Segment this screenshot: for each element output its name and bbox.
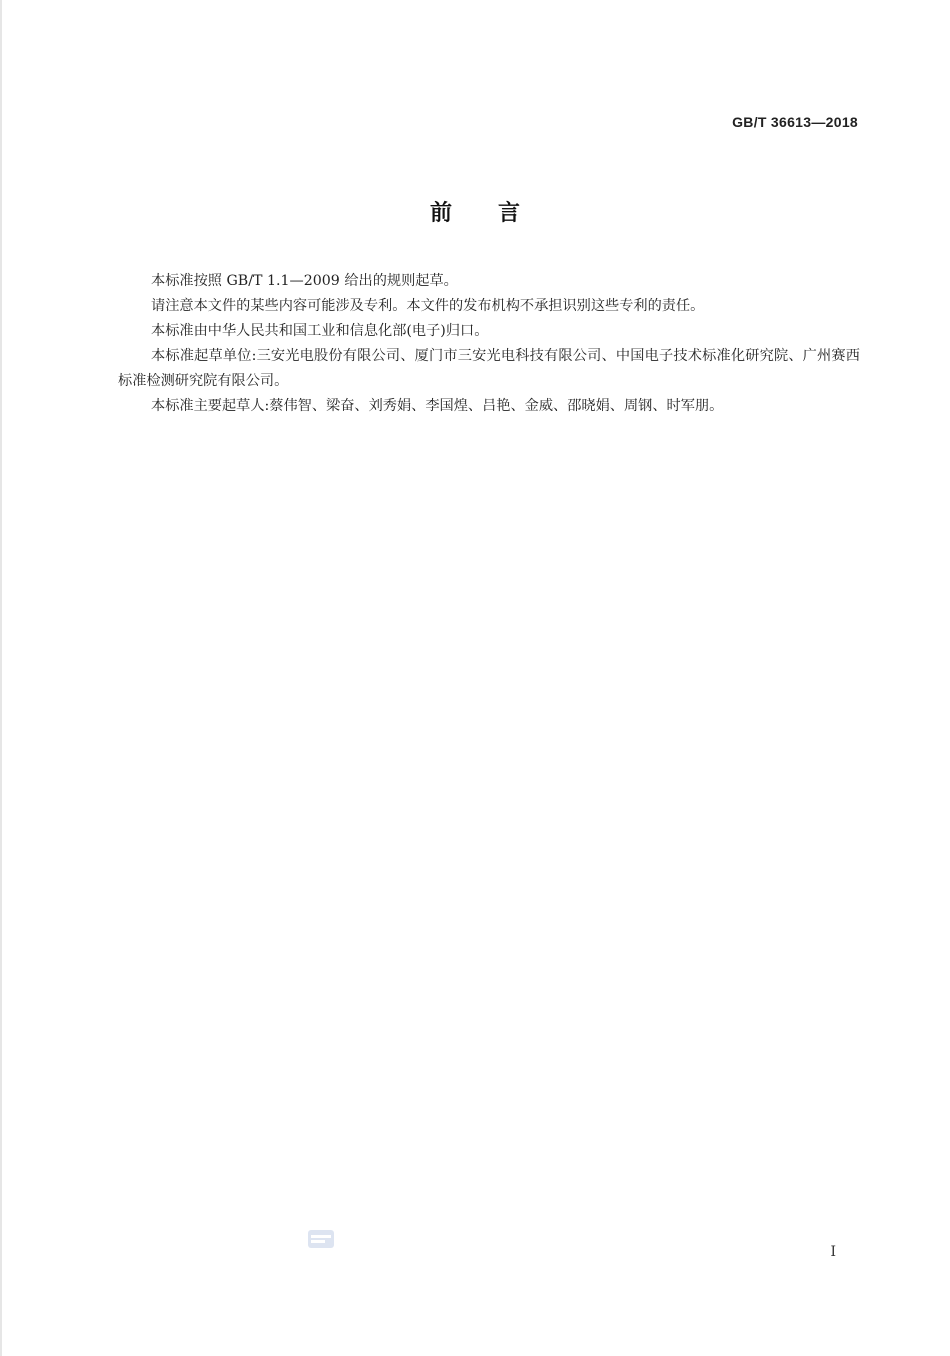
paragraph-patent-notice: 请注意本文件的某些内容可能涉及专利。本文件的发布机构不承担识别这些专利的责任。 — [151, 298, 705, 314]
page-number: I — [830, 1244, 836, 1260]
publisher-logo-icon — [307, 1228, 335, 1250]
paragraph-drafters: 本标准主要起草人:蔡伟智、梁奋、刘秀娟、李国煌、吕艳、金威、邵晓娟、周钢、时军朋。 — [151, 398, 724, 414]
paragraph-drafting-units: 本标准起草单位:三安光电股份有限公司、厦门市三安光电科技有限公司、中国电子技术标准化研究院、广州赛西标准检测研究院有限公司。 — [118, 348, 860, 389]
paragraph-responsible-body: 本标准由中华人民共和国工业和信息化部(电子)归口。 — [151, 323, 489, 339]
paragraph-drafting-rules: 本标准按照 GB/T 1.1—2009 给出的规则起草。 — [151, 273, 458, 289]
foreword-body — [118, 269, 860, 419]
page-title: 前言 — [429, 201, 566, 226]
standard-code: GB/T 36613—2018 — [732, 114, 858, 130]
